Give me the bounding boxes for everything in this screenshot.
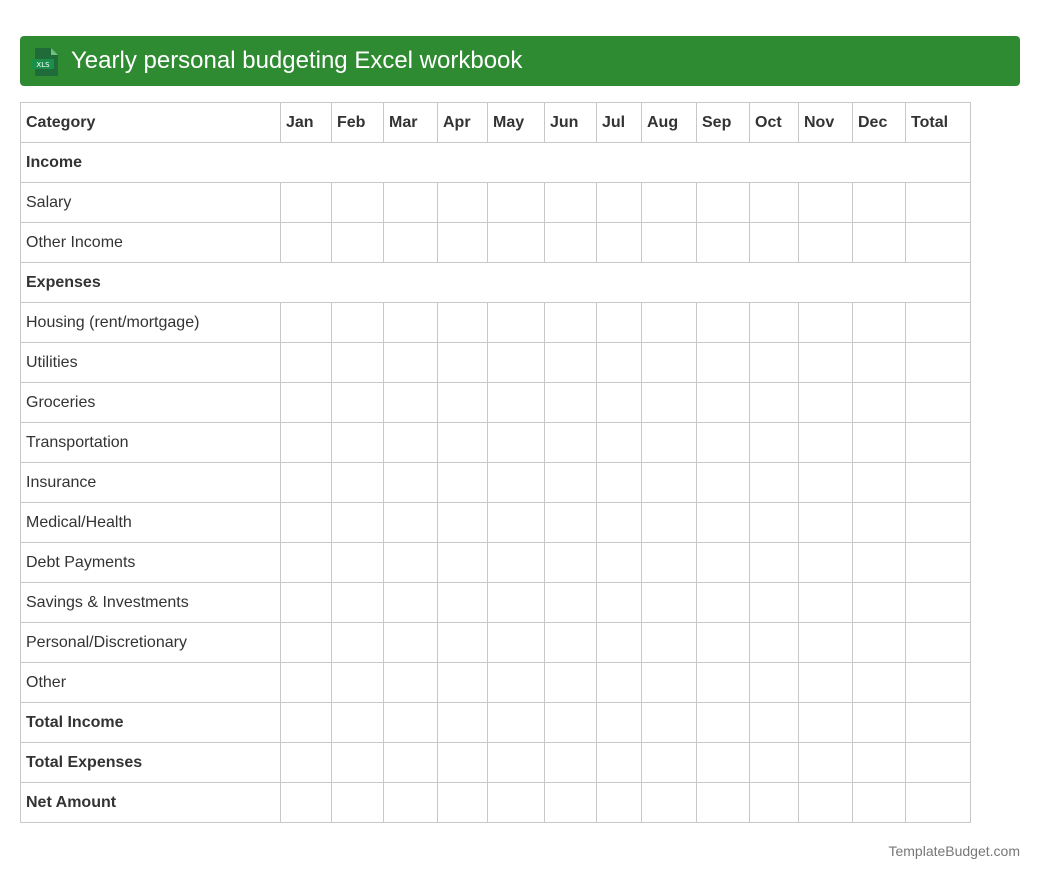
- table-row: [21, 183, 971, 223]
- table-cell[interactable]: [281, 383, 332, 423]
- table-cell[interactable]: [697, 783, 750, 823]
- table-row: [21, 543, 971, 583]
- table-cell[interactable]: [488, 183, 545, 223]
- table-cell[interactable]: [384, 783, 438, 823]
- column-header: Apr: [438, 103, 488, 143]
- table-cell[interactable]: [545, 463, 597, 503]
- table-cell[interactable]: [750, 423, 799, 463]
- table-cell[interactable]: [488, 743, 545, 783]
- table-cell[interactable]: [642, 543, 697, 583]
- table-cell[interactable]: [799, 543, 853, 583]
- row-label: Medical/Health: [21, 503, 281, 543]
- table-cell[interactable]: [438, 583, 488, 623]
- table-cell[interactable]: [750, 383, 799, 423]
- column-header: Jun: [545, 103, 597, 143]
- table-cell[interactable]: [332, 743, 384, 783]
- row-label: Income: [21, 143, 971, 183]
- table-cell[interactable]: [906, 783, 971, 823]
- xls-icon-label: XLS: [36, 61, 50, 69]
- table-cell[interactable]: [545, 703, 597, 743]
- table-row: [21, 303, 971, 343]
- row-label: Housing (rent/mortgage): [21, 303, 281, 343]
- table-cell[interactable]: [488, 703, 545, 743]
- table-cell[interactable]: [438, 423, 488, 463]
- column-header: Aug: [642, 103, 697, 143]
- table-cell[interactable]: [642, 463, 697, 503]
- table-cell[interactable]: [642, 343, 697, 383]
- table-cell[interactable]: [597, 223, 642, 263]
- row-label: Insurance: [21, 463, 281, 503]
- column-header: Total: [906, 103, 971, 143]
- table-cell[interactable]: [438, 303, 488, 343]
- table-cell[interactable]: [281, 583, 332, 623]
- row-label: Utilities: [21, 343, 281, 383]
- table-cell[interactable]: [799, 703, 853, 743]
- table-cell[interactable]: [853, 503, 906, 543]
- table-cell[interactable]: [597, 423, 642, 463]
- section-row: [21, 143, 971, 183]
- table-row: [21, 503, 971, 543]
- table-cell[interactable]: [750, 303, 799, 343]
- row-label: Net Amount: [21, 783, 281, 823]
- table-cell[interactable]: [799, 623, 853, 663]
- table-cell[interactable]: [750, 623, 799, 663]
- table-cell[interactable]: [799, 343, 853, 383]
- table-cell[interactable]: [597, 583, 642, 623]
- table-cell[interactable]: [545, 303, 597, 343]
- table-body: [21, 143, 971, 823]
- table-cell[interactable]: [906, 583, 971, 623]
- table-cell[interactable]: [906, 703, 971, 743]
- table-cell[interactable]: [799, 663, 853, 703]
- table-cell[interactable]: [697, 663, 750, 703]
- table-cell[interactable]: [750, 583, 799, 623]
- table-cell[interactable]: [853, 303, 906, 343]
- table-row: [21, 743, 971, 783]
- table-row: [21, 383, 971, 423]
- table-cell[interactable]: [545, 663, 597, 703]
- table-cell[interactable]: [281, 663, 332, 703]
- column-header: Dec: [853, 103, 906, 143]
- table-cell[interactable]: [488, 303, 545, 343]
- column-header: Nov: [799, 103, 853, 143]
- table-cell[interactable]: [697, 703, 750, 743]
- column-header: May: [488, 103, 545, 143]
- table-cell[interactable]: [332, 663, 384, 703]
- table-cell[interactable]: [384, 343, 438, 383]
- column-header: Jan: [281, 103, 332, 143]
- table-cell[interactable]: [332, 183, 384, 223]
- table-row: [21, 343, 971, 383]
- table-cell[interactable]: [597, 703, 642, 743]
- table-cell[interactable]: [642, 383, 697, 423]
- table-cell[interactable]: [332, 463, 384, 503]
- table-cell[interactable]: [799, 783, 853, 823]
- table-cell[interactable]: [750, 223, 799, 263]
- table-cell[interactable]: [799, 423, 853, 463]
- table-row: [21, 463, 971, 503]
- table-row: [21, 623, 971, 663]
- table-cell[interactable]: [545, 383, 597, 423]
- table-cell[interactable]: [906, 743, 971, 783]
- row-label: Salary: [21, 183, 281, 223]
- row-label: Savings & Investments: [21, 583, 281, 623]
- table-cell[interactable]: [488, 543, 545, 583]
- table-cell[interactable]: [384, 583, 438, 623]
- table-cell[interactable]: [545, 503, 597, 543]
- row-label: Expenses: [21, 263, 971, 303]
- table-cell[interactable]: [332, 223, 384, 263]
- table-cell[interactable]: [281, 503, 332, 543]
- table-cell[interactable]: [697, 503, 750, 543]
- table-cell[interactable]: [853, 663, 906, 703]
- table-cell[interactable]: [438, 463, 488, 503]
- table-cell[interactable]: [438, 343, 488, 383]
- table-cell[interactable]: [488, 463, 545, 503]
- table-cell[interactable]: [906, 623, 971, 663]
- table-cell[interactable]: [281, 303, 332, 343]
- table-cell[interactable]: [750, 343, 799, 383]
- table-row: [21, 783, 971, 823]
- table-row: [21, 663, 971, 703]
- table-cell[interactable]: [799, 383, 853, 423]
- table-cell[interactable]: [697, 583, 750, 623]
- table-cell[interactable]: [332, 583, 384, 623]
- table-cell[interactable]: [642, 503, 697, 543]
- table-row: [21, 223, 971, 263]
- table-cell[interactable]: [642, 743, 697, 783]
- table-cell[interactable]: [853, 343, 906, 383]
- table-cell[interactable]: [332, 503, 384, 543]
- table-cell[interactable]: [750, 783, 799, 823]
- table-cell[interactable]: [799, 743, 853, 783]
- table-cell[interactable]: [750, 543, 799, 583]
- table-cell[interactable]: [545, 423, 597, 463]
- table-cell[interactable]: [697, 463, 750, 503]
- table-cell[interactable]: [906, 223, 971, 263]
- table-cell[interactable]: [642, 663, 697, 703]
- table-cell[interactable]: [545, 343, 597, 383]
- table-header-row: [21, 103, 971, 143]
- table-cell[interactable]: [853, 463, 906, 503]
- row-label: Other: [21, 663, 281, 703]
- table-row: [21, 423, 971, 463]
- table-cell[interactable]: [384, 623, 438, 663]
- table-cell[interactable]: [642, 423, 697, 463]
- table-cell[interactable]: [384, 503, 438, 543]
- section-row: [21, 263, 971, 303]
- column-header: Jul: [597, 103, 642, 143]
- table-cell[interactable]: [332, 543, 384, 583]
- table-cell[interactable]: [853, 583, 906, 623]
- column-header: Oct: [750, 103, 799, 143]
- table-cell[interactable]: [642, 583, 697, 623]
- table-cell[interactable]: [545, 623, 597, 663]
- table-cell[interactable]: [488, 223, 545, 263]
- footer-credit: TemplateBudget.com: [888, 843, 1020, 859]
- table-cell[interactable]: [906, 503, 971, 543]
- table-cell[interactable]: [906, 383, 971, 423]
- table-cell[interactable]: [642, 303, 697, 343]
- table-cell[interactable]: [853, 423, 906, 463]
- table-cell[interactable]: [488, 343, 545, 383]
- row-label: Groceries: [21, 383, 281, 423]
- table-cell[interactable]: [697, 343, 750, 383]
- table-cell[interactable]: [906, 423, 971, 463]
- table-cell[interactable]: [438, 543, 488, 583]
- table-cell[interactable]: [438, 223, 488, 263]
- table-cell[interactable]: [438, 703, 488, 743]
- table-cell[interactable]: [642, 783, 697, 823]
- table-cell[interactable]: [384, 223, 438, 263]
- table-cell[interactable]: [597, 543, 642, 583]
- table-cell[interactable]: [799, 223, 853, 263]
- table-cell[interactable]: [545, 583, 597, 623]
- table-cell[interactable]: [853, 383, 906, 423]
- table-cell[interactable]: [697, 423, 750, 463]
- table-cell[interactable]: [332, 623, 384, 663]
- table-cell[interactable]: [642, 183, 697, 223]
- table-cell[interactable]: [281, 183, 332, 223]
- table-cell[interactable]: [597, 343, 642, 383]
- table-cell[interactable]: [281, 783, 332, 823]
- table-cell[interactable]: [384, 543, 438, 583]
- table-cell[interactable]: [750, 183, 799, 223]
- table-cell[interactable]: [642, 623, 697, 663]
- table-cell[interactable]: [488, 503, 545, 543]
- table-cell[interactable]: [750, 503, 799, 543]
- column-header: Category: [21, 103, 281, 143]
- table-cell[interactable]: [697, 303, 750, 343]
- table-cell[interactable]: [438, 183, 488, 223]
- table-cell[interactable]: [853, 703, 906, 743]
- table-cell[interactable]: [750, 663, 799, 703]
- table-cell[interactable]: [488, 383, 545, 423]
- table-cell[interactable]: [332, 703, 384, 743]
- table-cell[interactable]: [597, 463, 642, 503]
- table-cell[interactable]: [332, 343, 384, 383]
- table-cell[interactable]: [332, 303, 384, 343]
- table-cell[interactable]: [906, 303, 971, 343]
- row-label: Other Income: [21, 223, 281, 263]
- table-cell[interactable]: [281, 423, 332, 463]
- table-cell[interactable]: [906, 183, 971, 223]
- table-cell[interactable]: [438, 623, 488, 663]
- table-cell[interactable]: [384, 663, 438, 703]
- table-cell[interactable]: [545, 183, 597, 223]
- table-cell[interactable]: [438, 743, 488, 783]
- page-title: Yearly personal budgeting Excel workbook: [71, 47, 523, 74]
- table-cell[interactable]: [799, 503, 853, 543]
- table-cell[interactable]: [642, 703, 697, 743]
- table-cell[interactable]: [384, 183, 438, 223]
- table-cell[interactable]: [750, 743, 799, 783]
- table-cell[interactable]: [853, 223, 906, 263]
- table-cell[interactable]: [750, 463, 799, 503]
- table-cell[interactable]: [597, 183, 642, 223]
- row-label: Debt Payments: [21, 543, 281, 583]
- table-cell[interactable]: [384, 703, 438, 743]
- table-cell[interactable]: [697, 543, 750, 583]
- table-cell[interactable]: [545, 543, 597, 583]
- table-cell[interactable]: [384, 383, 438, 423]
- table-cell[interactable]: [906, 543, 971, 583]
- table-cell[interactable]: [597, 783, 642, 823]
- table-cell[interactable]: [906, 463, 971, 503]
- table-cell[interactable]: [853, 783, 906, 823]
- table-cell[interactable]: [281, 743, 332, 783]
- table-cell[interactable]: [597, 303, 642, 343]
- xls-file-icon: [32, 47, 60, 77]
- table-cell[interactable]: [906, 343, 971, 383]
- table-cell[interactable]: [545, 743, 597, 783]
- table-cell[interactable]: [332, 423, 384, 463]
- table-cell[interactable]: [281, 623, 332, 663]
- table-cell[interactable]: [332, 783, 384, 823]
- table-cell[interactable]: [597, 503, 642, 543]
- budget-table: [20, 102, 971, 823]
- table-cell[interactable]: [384, 303, 438, 343]
- table-row: [21, 583, 971, 623]
- table-cell[interactable]: [281, 463, 332, 503]
- table-cell[interactable]: [488, 583, 545, 623]
- table-cell[interactable]: [697, 223, 750, 263]
- table-cell[interactable]: [799, 303, 853, 343]
- table-cell[interactable]: [799, 583, 853, 623]
- table-cell[interactable]: [597, 663, 642, 703]
- table-cell[interactable]: [438, 503, 488, 543]
- table-cell[interactable]: [281, 543, 332, 583]
- table-cell[interactable]: [488, 623, 545, 663]
- column-header: Sep: [697, 103, 750, 143]
- table-cell[interactable]: [438, 783, 488, 823]
- table-cell[interactable]: [906, 663, 971, 703]
- row-label: Total Expenses: [21, 743, 281, 783]
- table-cell[interactable]: [697, 183, 750, 223]
- table-cell[interactable]: [642, 223, 697, 263]
- title-bar: [20, 36, 1020, 86]
- table-cell[interactable]: [438, 383, 488, 423]
- table-cell[interactable]: [853, 183, 906, 223]
- table-cell[interactable]: [384, 423, 438, 463]
- table-cell[interactable]: [697, 743, 750, 783]
- table-cell[interactable]: [597, 743, 642, 783]
- table-cell[interactable]: [384, 463, 438, 503]
- row-label: Personal/Discretionary: [21, 623, 281, 663]
- table-cell[interactable]: [597, 623, 642, 663]
- table-cell[interactable]: [750, 703, 799, 743]
- table-cell[interactable]: [597, 383, 642, 423]
- table-cell[interactable]: [281, 223, 332, 263]
- table-cell[interactable]: [853, 543, 906, 583]
- table-cell[interactable]: [853, 743, 906, 783]
- table-cell[interactable]: [697, 623, 750, 663]
- table-cell[interactable]: [799, 183, 853, 223]
- table-cell[interactable]: [332, 383, 384, 423]
- table-cell[interactable]: [488, 783, 545, 823]
- table-cell[interactable]: [488, 663, 545, 703]
- table-cell[interactable]: [281, 703, 332, 743]
- table-cell[interactable]: [799, 463, 853, 503]
- table-cell[interactable]: [545, 223, 597, 263]
- table-cell[interactable]: [488, 423, 545, 463]
- table-row: [21, 703, 971, 743]
- row-label: Total Income: [21, 703, 281, 743]
- row-label: Transportation: [21, 423, 281, 463]
- column-header: Feb: [332, 103, 384, 143]
- table-cell[interactable]: [853, 623, 906, 663]
- table-cell[interactable]: [384, 743, 438, 783]
- table-cell[interactable]: [281, 343, 332, 383]
- table-cell[interactable]: [697, 383, 750, 423]
- column-header: Mar: [384, 103, 438, 143]
- table-cell[interactable]: [545, 783, 597, 823]
- table-cell[interactable]: [438, 663, 488, 703]
